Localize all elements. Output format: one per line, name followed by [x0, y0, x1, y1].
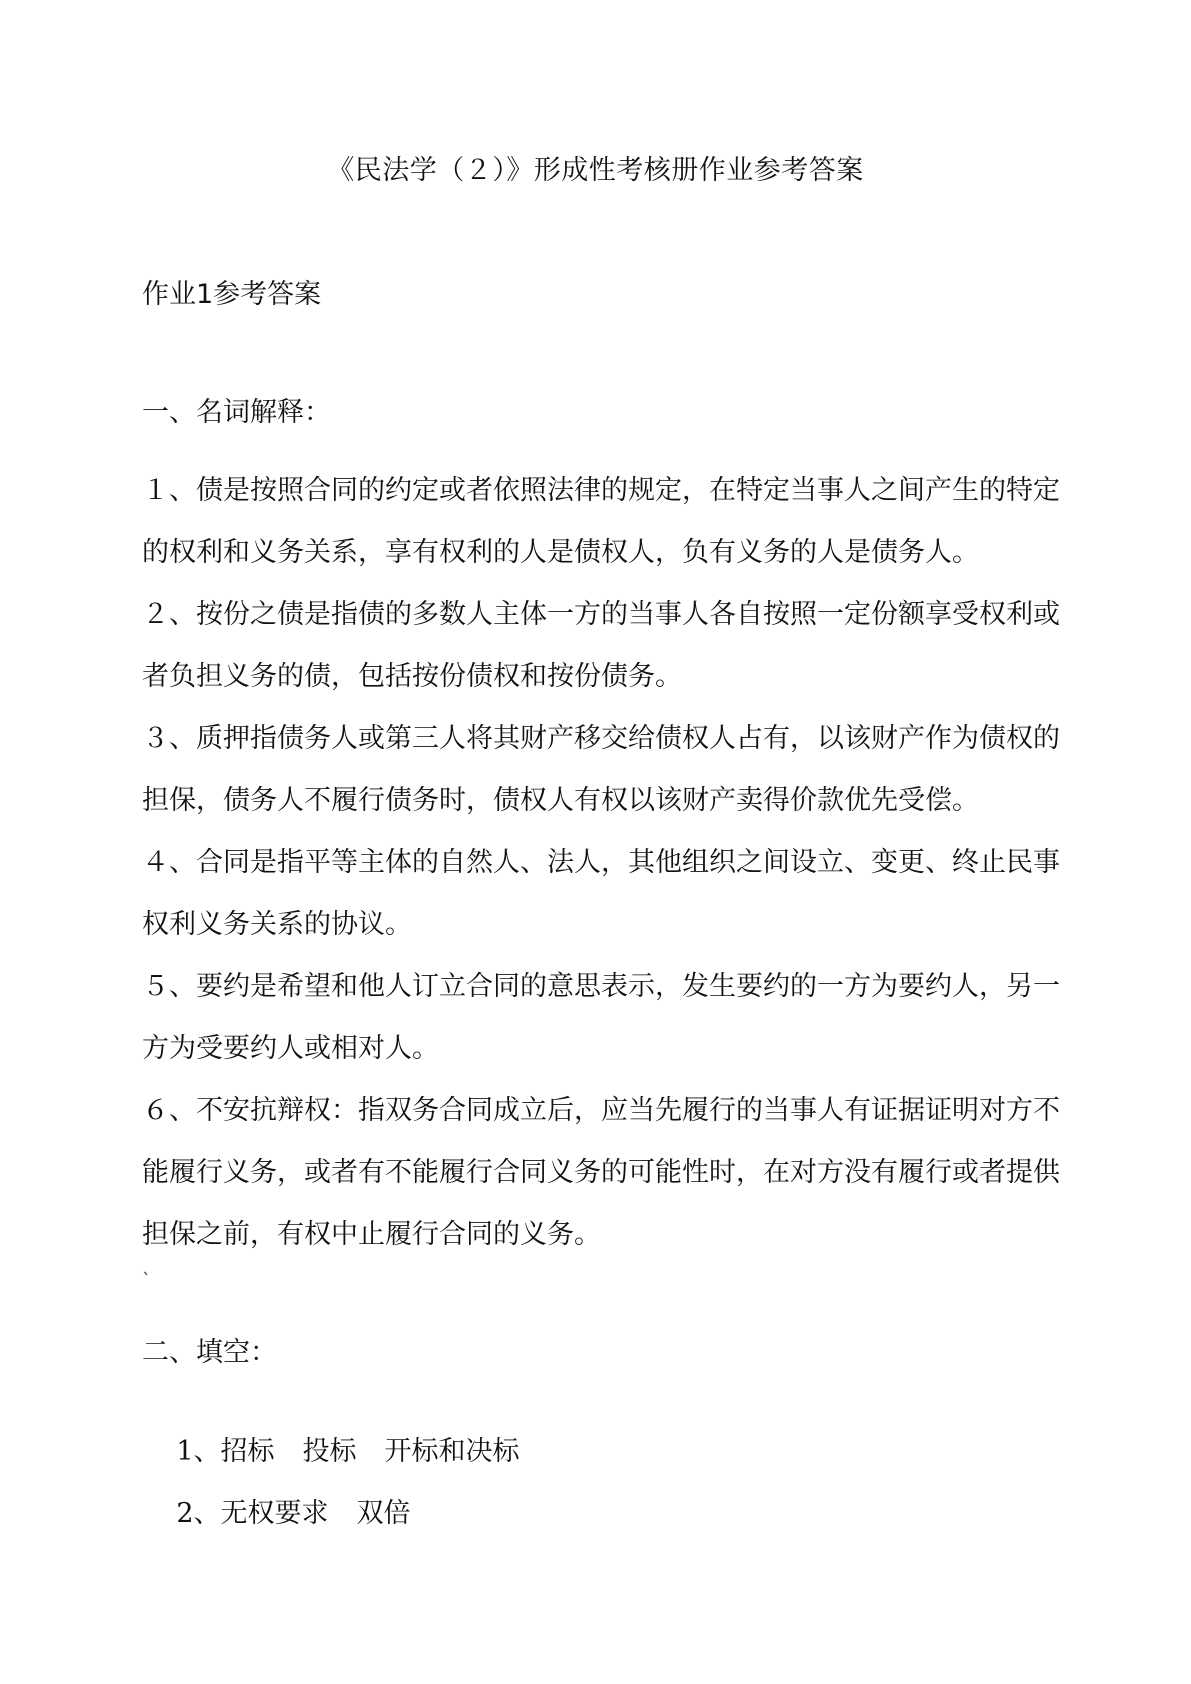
answer-part: 投标 — [302, 1436, 357, 1467]
answer-part: 无权要求 — [220, 1498, 329, 1529]
definitions-list — [142, 460, 1062, 1266]
definition-item: ３、质押指债务人或第三人将其财产移交给债权人占有，以该财产作为债权的担保，债务人不履行债务时，债权人有权以该财产卖得价款优先受偿。 — [142, 723, 1060, 816]
answer-separator: 、 — [193, 1498, 221, 1529]
definition-item: １、债是按照合同的约定或者依照法律的规定，在特定当事人之间产生的特定的权利和义务关系，享有权利的人是债权人，负有义务的人是债务人。 — [142, 475, 1060, 568]
stray-mark: ` — [142, 1270, 151, 1291]
definition-item: ４、合同是指平等主体的自然人、法人，其他组织之间设立、变更、终止民事权利义务关系的协议。 — [142, 847, 1060, 940]
answer-number: 2 — [176, 1498, 194, 1529]
answer-separator: 、 — [193, 1436, 221, 1467]
definition-item: ６、不安抗辩权：指双务合同成立后，应当先履行的当事人有证据证明对方不能履行义务，或者有不能履行合同义务的可能性时，在对方没有履行或者提供担保之前，有权中止履行合同的义务。 — [142, 1095, 1060, 1250]
definition-item: ２、按份之债是指债的多数人主体一方的当事人各自按照一定份额享受权利或者负担义务的债，包括按份债权和按份债务。 — [142, 599, 1060, 692]
answer-part: 开标和决标 — [384, 1436, 520, 1467]
definition-item: ５、要约是希望和他人订立合同的意思表示，发生要约的一方为要约人，另一方为受要约人或相对人。 — [142, 971, 1060, 1064]
section-heading-definitions: 一、名词解释： — [142, 397, 331, 428]
document-title: 《民法学（２）》形成性考核册作业参考答案 — [327, 155, 864, 186]
section-heading-fill-blanks: 二、填空： — [142, 1337, 277, 1368]
answer-number: 1 — [176, 1436, 194, 1467]
assignment-heading: 作业1参考答案 — [142, 279, 322, 310]
answer-part: 招标 — [220, 1436, 275, 1467]
fill-answer-row — [142, 1460, 411, 1561]
answer-part: 双倍 — [356, 1498, 411, 1529]
